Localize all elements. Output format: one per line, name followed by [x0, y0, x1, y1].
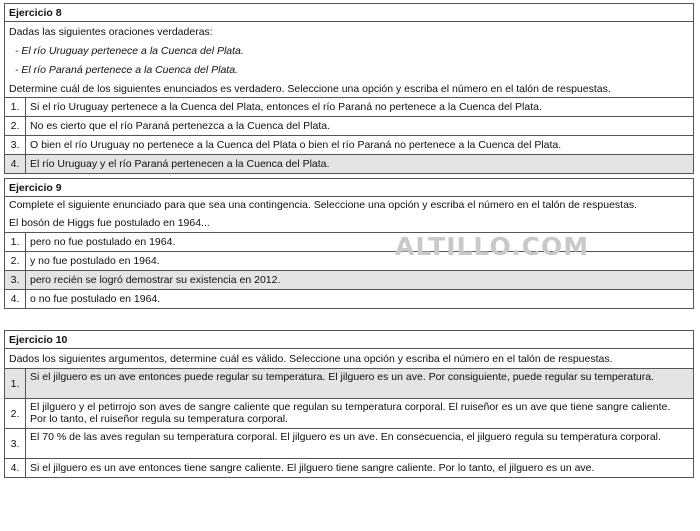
option-text: pero no fue postulado en 1964. — [30, 236, 176, 248]
exercise-8-intro: Dadas las siguientes oraciones verdaderas: — [9, 26, 213, 38]
exercise-10-option-3[interactable] — [5, 428, 693, 458]
exercise-8-premise-2: - El río Paraná pertenece a la Cuenca del Plata. — [15, 64, 238, 76]
option-number: 4. — [5, 290, 26, 308]
option-number: 4. — [5, 155, 26, 173]
option-text: y no fue postulado en 1964. — [30, 255, 160, 267]
option-number: 3. — [5, 136, 26, 154]
exercise-8-title: Ejercicio 8 — [5, 4, 693, 22]
option-text: El 70 % de las aves regulan su temperatura corporal. El jilguero es un ave. En consecuencia, el jilguero regula su temperatura corporal. — [30, 431, 661, 443]
exercise-10-title: Ejercicio 10 — [5, 331, 693, 349]
option-text: El río Uruguay y el río Paraná pertenecen a la Cuenca del Plata. — [30, 158, 330, 170]
watermark: ALTILLO.COM — [395, 232, 590, 261]
exercise-9-option-4[interactable] — [5, 289, 693, 308]
exercise-9 — [4, 178, 694, 309]
option-number: 3. — [5, 429, 26, 458]
option-text: O bien el río Uruguay no pertenece a la Cuenca del Plata o bien el río Paraná no pertenece a la Cuenca del Plata. — [30, 139, 562, 151]
exercise-10 — [4, 330, 694, 478]
exercise-8-option-4[interactable] — [5, 154, 693, 173]
exercise-8-option-3[interactable] — [5, 135, 693, 154]
exercise-10-prompt: Dados los siguientes argumentos, determine cuál es válido. Seleccione una opción y escriba el número en el talón de respuestas. — [9, 353, 613, 365]
option-text: pero recién se logró demostrar su existencia en 2012. — [30, 274, 281, 286]
exercise-10-option-1[interactable] — [5, 368, 693, 398]
option-number: 2. — [5, 252, 26, 270]
option-number: 1. — [5, 98, 26, 116]
exercise-8-prompt: Determine cuál de los siguientes enunciados es verdadero. Seleccione una opción y escriba el número en el talón de respuestas. — [9, 83, 611, 95]
option-text: Si el río Uruguay pertenece a la Cuenca del Plata, entonces el río Paraná no pertenece a la Cuenca del Plata. — [30, 101, 542, 113]
exercise-9-option-2[interactable] — [5, 251, 693, 270]
exercise-8 — [4, 3, 694, 174]
option-text: Si el jilguero es un ave entonces puede regular su temperatura. El jilguero es un ave. Por consiguiente, puede regular su temperatura. — [30, 371, 654, 383]
exercise-9-option-3[interactable] — [5, 270, 693, 289]
option-text: No es cierto que el río Paraná pertenezca a la Cuenca del Plata. — [30, 120, 331, 132]
option-number: 2. — [5, 117, 26, 135]
option-number: 2. — [5, 399, 26, 428]
exercise-8-premise-1: - El río Uruguay pertenece a la Cuenca del Plata. — [15, 45, 244, 57]
option-number: 3. — [5, 271, 26, 289]
option-text: Si el jilguero es un ave entonces tiene sangre caliente. El jilguero tiene sangre caliente. Por lo tanto, el jilguero es un ave. — [30, 462, 595, 474]
exercise-9-option-1[interactable] — [5, 232, 693, 251]
exercise-8-option-1[interactable] — [5, 97, 693, 116]
exercise-9-stem: El bosón de Higgs fue postulado en 1964... — [9, 217, 210, 229]
option-number: 1. — [5, 369, 26, 398]
option-number: 4. — [5, 459, 26, 477]
option-text: o no fue postulado en 1964. — [30, 293, 161, 305]
exercise-9-prompt: Complete el siguiente enunciado para que sea una contingencia. Seleccione una opción y escriba el número en el talón de respuestas. — [9, 199, 638, 211]
exercise-10-option-4[interactable] — [5, 458, 693, 477]
option-number: 1. — [5, 233, 26, 251]
exercise-8-option-2[interactable] — [5, 116, 693, 135]
option-text: El jilguero y el petirrojo son aves de sangre caliente que regulan su temperatura corporal. El ruiseñor es un ave que tiene sangre caliente. Por lo tanto, el ruiseñor regula su temperatura corporal. — [30, 401, 671, 425]
exercise-10-option-2[interactable] — [5, 398, 693, 428]
exercise-9-title: Ejercicio 9 — [5, 179, 693, 197]
